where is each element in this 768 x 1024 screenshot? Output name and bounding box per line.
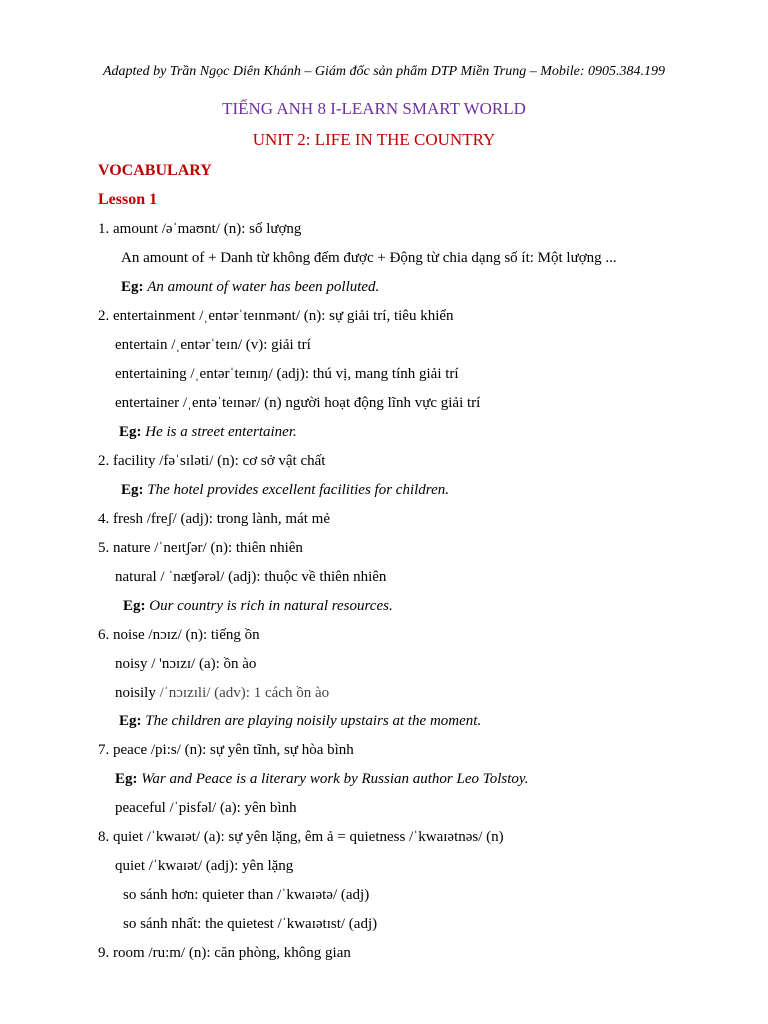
vocab-subitem: entertain /ˌentərˈteɪn/ (v): giải trí (115, 337, 311, 353)
lesson-heading: Lesson 1 (98, 191, 158, 208)
example-line (121, 277, 379, 297)
example-label: Eg: (121, 482, 144, 498)
vocab-item-fresh: 4. fresh /freʃ/ (adj): trong lành, mát mẻ (98, 511, 331, 527)
example-line (121, 480, 449, 500)
grammar-note: An amount of + Danh từ không đếm được + Động từ chia dạng số ít: Một lượng ... (121, 250, 617, 266)
vocab-subitem: natural / ˈnæʧərəl/ (adj): thuộc về thiên nhiên (115, 569, 387, 585)
vocab-subitem: so sánh nhất: the quietest /ˈkwaɪətɪst/ (adj) (123, 916, 378, 932)
vocab-word: noisily (115, 685, 160, 701)
vocab-subitem: entertaining /ˌentərˈteɪnɪŋ/ (adj): thú vị, mang tính giải trí (115, 366, 459, 382)
vocab-item-amount: 1. amount /əˈmaʊnt/ (n): số lượng (98, 221, 302, 237)
example-text: War and Peace is a literary work by Russian author Leo Tolstoy. (141, 771, 529, 787)
example-label: Eg: (121, 279, 144, 295)
vocab-item-noise: 6. noise /nɔɪz/ (n): tiếng ồn (98, 627, 260, 643)
book-title: TIẾNG ANH 8 I-LEARN SMART WORLD (222, 99, 526, 118)
vocab-item-room: 9. room /ru:m/ (n): căn phòng, không gian (98, 945, 351, 961)
vocab-item-quiet: 8. quiet /ˈkwaɪət/ (a): sự yên lặng, êm ả = quietness /ˈkwaɪətnəs/ (n) (98, 829, 504, 845)
vocab-item-entertainment: 2. entertainment /ˌentərˈteɪnmənt/ (n): sự giải trí, tiêu khiển (98, 308, 454, 324)
vocab-subitem: entertainer /ˌentəˈteɪnər/ (n) người hoạt động lĩnh vực giải trí (115, 395, 481, 411)
example-text: An amount of water has been polluted. (147, 279, 380, 295)
example-label: Eg: (119, 424, 142, 440)
vocab-item-peace: 7. peace /pi:s/ (n): sự yên tĩnh, sự hòa bình (98, 742, 354, 758)
vocab-subitem: quiet /ˈkwaɪət/ (adj): yên lặng (115, 858, 294, 874)
unit-title: UNIT 2: LIFE IN THE COUNTRY (252, 130, 496, 149)
example-text: He is a street entertainer. (145, 424, 297, 440)
vocab-subitem: so sánh hơn: quieter than /ˈkwaɪətə/ (adj) (123, 887, 370, 903)
example-label: Eg: (115, 771, 138, 787)
vocab-subitem (115, 683, 329, 703)
vocab-item-nature: 5. nature /ˈneɪtʃər/ (n): thiên nhiên (98, 540, 303, 556)
example-line (119, 422, 297, 442)
example-line (119, 711, 481, 731)
example-line (115, 769, 528, 789)
example-text: The hotel provides excellent facilities for children. (147, 482, 449, 498)
example-line (123, 596, 393, 616)
example-text: Our country is rich in natural resources. (149, 598, 393, 614)
example-label: Eg: (119, 713, 142, 729)
vocab-item-facility: 2. facility /fəˈsɪləti/ (n): cơ sở vật chất (98, 453, 326, 469)
header-note: Adapted by Trần Ngọc Diên Khánh – Giám đốc sản phẩm DTP Miền Trung – Mobile: 0905.384.199 (102, 64, 666, 79)
example-text: The children are playing noisily upstairs at the moment. (145, 713, 482, 729)
example-label: Eg: (123, 598, 146, 614)
vocab-subitem: noisy / 'nɔɪzɪ/ (a): ồn ào (115, 656, 257, 672)
vocab-definition: /ˈnɔɪzɪli/ (adv): 1 cách ồn ào (159, 685, 330, 701)
vocab-subitem: peaceful /ˈpisfəl/ (a): yên bình (115, 800, 297, 816)
section-heading: VOCABULARY (98, 162, 212, 179)
